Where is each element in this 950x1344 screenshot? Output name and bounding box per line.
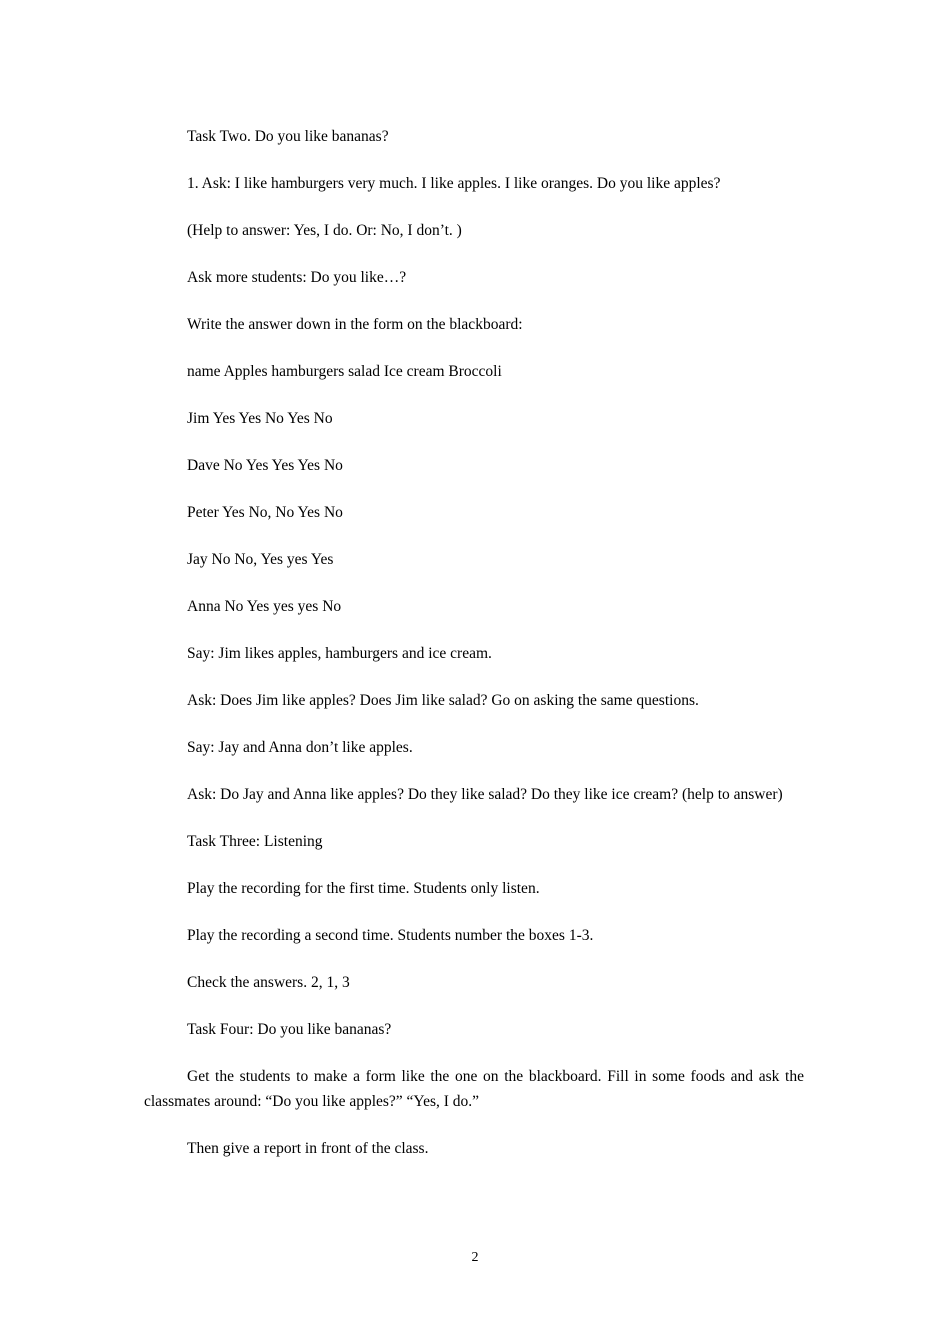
paragraph: Ask: Do Jay and Anna like apples? Do they like salad? Do they like ice cream? (help to answer)	[187, 786, 783, 803]
form-row: Jay No No, Yes yes Yes	[187, 551, 334, 568]
paragraph: Ask: Does Jim like apples? Does Jim like salad? Go on asking the same questions.	[187, 692, 699, 709]
task-three-heading: Task Three: Listening	[187, 833, 323, 850]
paragraph: Get the students to make a form like the one on the blackboard. Fill in some foods and ask the classmates around: “Do you like apples?” “Yes, I do.”	[144, 1068, 804, 1110]
form-row: Jim Yes Yes No Yes No	[187, 410, 333, 427]
paragraph: Play the recording a second time. Students number the boxes 1-3.	[187, 927, 594, 944]
paragraph: (Help to answer: Yes, I do. Or: No, I don’t. )	[187, 222, 462, 239]
form-row: Peter Yes No, No Yes No	[187, 504, 343, 521]
paragraph: Play the recording for the first time. Students only listen.	[187, 880, 540, 897]
paragraph: Ask more students: Do you like…?	[187, 269, 407, 286]
page-number: 2	[471, 1250, 479, 1265]
task-four-heading: Task Four: Do you like bananas?	[187, 1021, 392, 1038]
paragraph: 1. Ask: I like hamburgers very much. I like apples. I like oranges. Do you like apples?	[187, 175, 721, 192]
form-row: Dave No Yes Yes Yes No	[187, 457, 343, 474]
task-two-heading: Task Two. Do you like bananas?	[187, 128, 389, 145]
paragraph: Write the answer down in the form on the blackboard:	[187, 316, 523, 333]
paragraph: Then give a report in front of the class.	[187, 1140, 429, 1157]
form-header-line: name Apples hamburgers salad Ice cream Broccoli	[187, 363, 502, 380]
paragraph: Check the answers. 2, 1, 3	[187, 974, 350, 991]
paragraph: Say: Jay and Anna don’t like apples.	[187, 739, 413, 756]
form-row: Anna No Yes yes yes No	[187, 598, 342, 615]
document-body	[144, 124, 804, 1183]
paragraph: Say: Jim likes apples, hamburgers and ice cream.	[187, 645, 492, 662]
